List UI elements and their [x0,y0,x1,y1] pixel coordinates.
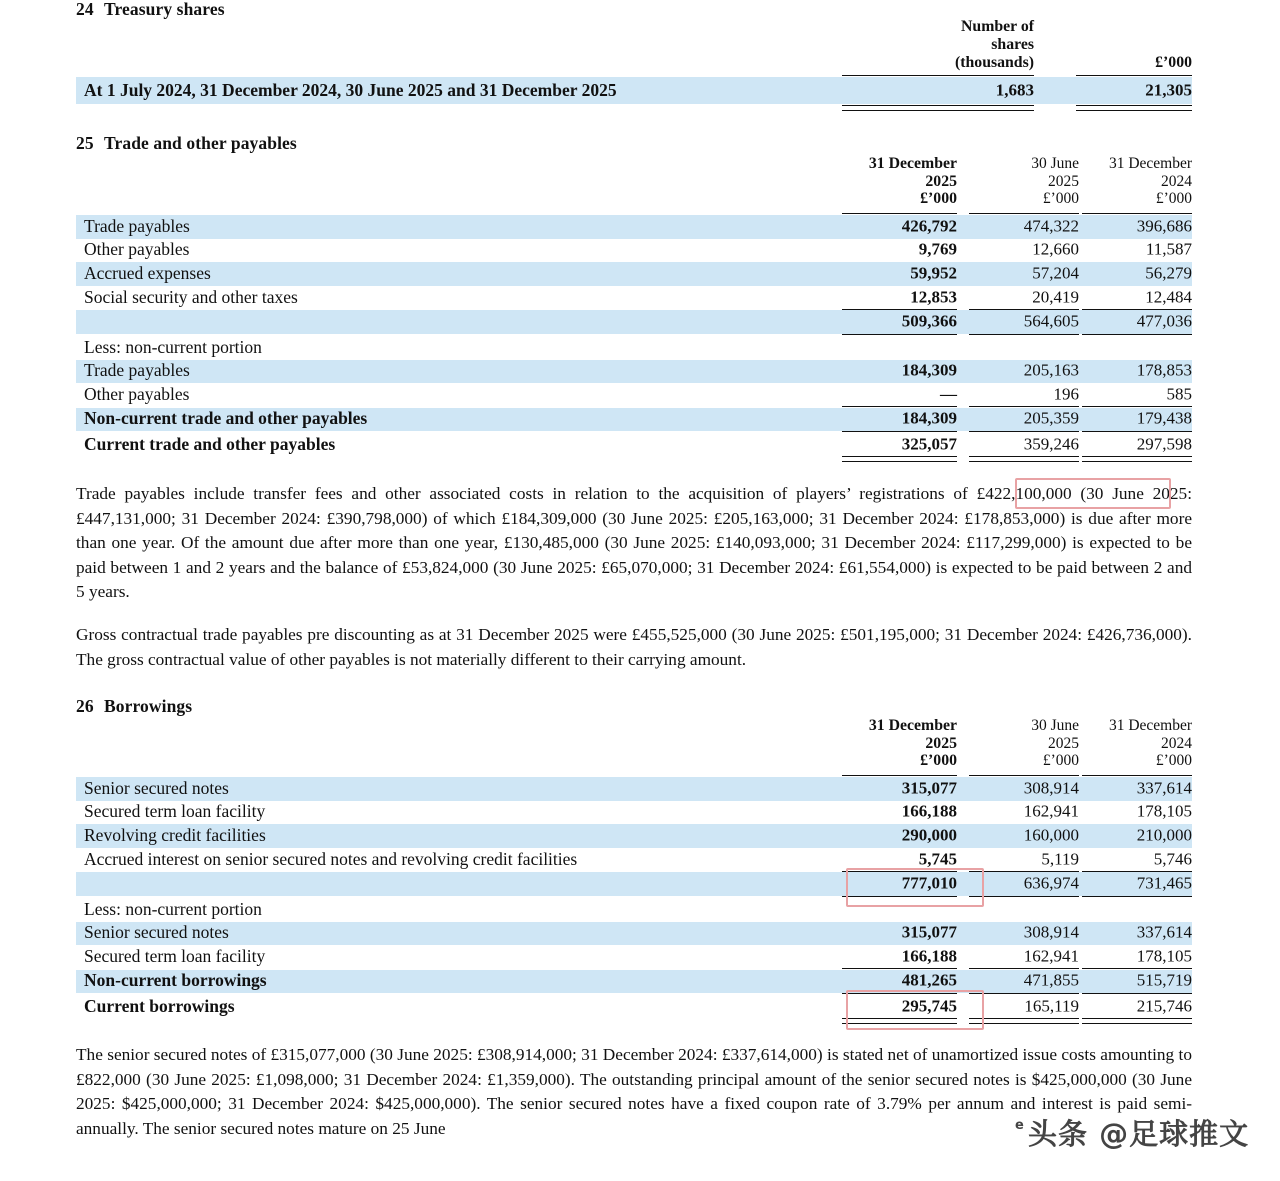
payables-noncurrent-label: Non-current trade and other payables [84,408,368,429]
payables-current-row [76,433,1192,457]
borrowings-header-c3-l3: £’000 [1155,752,1192,770]
borrowings-current-rule-c3 [1082,993,1192,994]
borrowings-noncurrent-label: Non-current borrowings [84,970,267,991]
row-value-c2: 205,163 [1023,360,1079,380]
row-value-c2: 5,119 [1041,849,1079,869]
row-label: Secured term loan facility [84,946,266,967]
row-value-c1: 9,769 [918,239,957,259]
row-value-c3: 210,000 [1136,825,1192,845]
borrowings-double-rule-c2 [969,1018,1079,1024]
row-value-c2: 308,914 [1023,778,1079,798]
payables-header-c1-l3: £’000 [920,190,957,208]
row-label: Senior secured notes [84,777,229,798]
row-label: Social security and other taxes [84,286,298,307]
payables-header-c1-l1: 31 December [868,155,957,172]
payables-current-c2: 359,246 [1023,434,1079,454]
treasury-header-shares-line2: shares [991,36,1034,53]
borrowings-current-c1: 295,745 [901,996,957,1016]
borrowings-total-c1: 777,010 [901,873,957,893]
watermark-prefix: e [1015,1118,1024,1133]
payables-header-c2-l1: 30 June [1031,155,1079,172]
table-row [76,777,1192,801]
row-value-c3: 12,484 [1145,287,1192,307]
row-value-c3: 337,614 [1136,922,1192,942]
table-row [76,215,1192,239]
note-24-number: 24 [76,0,94,19]
payables-total-c3: 477,036 [1136,311,1192,331]
borrowings-total-rule-c3 [1082,896,1192,897]
table-row [76,360,1192,384]
borrowings-double-rule-c1 [842,1018,957,1024]
payables-current-label: Current trade and other payables [84,433,336,454]
payables-current-rule-c1 [842,431,957,432]
borrowings-paragraph: The senior secured notes of £315,077,000 (30 June 2025: £308,914,000; 31 December 2024: £337,614,000) is stated net of unamortized issue costs amounting to £822,000 (30 June 2025: £1,098,000; 31 December 2024: £1,359,000). The outstanding principal amount of the senior secured notes is $425,000,000 (30 June 2025: $425,000,000; 31 December 2024: $425,000,000). The senior secured notes have a fixed coupon rate of 3.79% per annum and interest is paid semi-annually. The senior secured notes mature on 25 June [76,1045,1192,1138]
table-row [76,262,1192,286]
borrowings-current-c2: 165,119 [1024,996,1079,1016]
borrowings-total-rule-c1 [842,896,957,897]
treasury-header-shares-line1: Number of [961,18,1034,35]
table-row [76,286,1192,310]
payables-less-label-row [76,336,1192,360]
table-row [76,824,1192,848]
row-value-c1: 315,077 [901,922,957,942]
row-label: Accrued interest on senior secured notes and revolving credit facilities [84,848,578,869]
row-value-c2: 160,000 [1023,825,1079,845]
row-value-c3: 178,853 [1136,360,1192,380]
borrowings-header-c1-l1: 31 December [868,717,957,734]
treasury-header-shares-line3: (thousands) [954,54,1034,71]
row-value-c3: 585 [1166,384,1192,404]
payables-double-rule-c2 [969,456,1079,462]
payables-current-rule-c3 [1082,431,1192,432]
payables-current-c1: 325,057 [901,434,957,454]
row-label: Senior secured notes [84,922,229,943]
payables-noncurrent-c3: 179,438 [1136,408,1192,428]
payables-total-c2: 564,605 [1023,311,1079,331]
note-24-heading [76,0,225,20]
row-label: Trade payables [84,360,190,381]
borrowings-header-c2-l1: 30 June [1031,717,1079,734]
row-value-c1: — [940,384,957,404]
row-value-c2: 308,914 [1023,922,1079,942]
row-value-c3: 5,746 [1153,849,1192,869]
row-value-c2: 57,204 [1032,263,1079,283]
borrowings-header-c2-l2: 2025 [1048,734,1079,752]
note-24-title: Treasury shares [104,0,225,19]
borrowings-rule-c1 [842,775,957,776]
note-26-number: 26 [76,696,94,716]
payables-paragraph-1-post: (30 June 2025: £447,131,000; 31 December 2024: £390,798,000) of which £184,309,000 (30 June 2025: £205,163,000; 31 December 2024: £178,853,000) is due after more than one year. Of the amount due after more than one year, £130,485,000 (30 June 2025: £140,093,000; 31 December 2024: £117,299,000) is expected to be paid between 1 and 2 years and the balance of £53,824,000 (30 June 2025: £65,070,000; 31 December 2024: £61,554,000) is expected to be paid between 2 and 5 years. [76,484,1192,602]
row-label: Other payables [84,239,190,260]
row-value-c1: 315,077 [901,778,957,798]
row-label: Other payables [84,384,190,405]
treasury-header-gbp: £’000 [1155,54,1192,71]
row-label: Revolving credit facilities [84,825,266,846]
payables-current-rule-c2 [969,431,1079,432]
payables-noncurrent-row [76,408,1192,432]
treasury-row-value: 21,305 [1145,80,1192,100]
payables-current-c3: 297,598 [1136,434,1192,454]
borrowings-rule-c2 [969,775,1079,776]
payables-header-c3-l1: 31 December [1108,155,1192,172]
row-value-c1: 12,853 [910,287,957,307]
row-value-c1: 5,745 [918,849,957,869]
row-value-c2: 20,419 [1032,287,1079,307]
payables-header-c3-l2: 2024 [1161,172,1192,190]
payables-double-rule-c1 [842,456,957,462]
payables-total-rule-c3 [1082,334,1192,335]
table-row [76,239,1192,263]
borrowings-less-label: Less: non-current portion [84,898,262,919]
payables-total-rule-c2 [969,334,1079,335]
borrowings-total-c2: 636,974 [1023,873,1079,893]
row-value-c3: 11,587 [1145,239,1192,259]
payables-rule-c1 [842,213,957,214]
payables-rule-c3 [1082,213,1192,214]
borrowings-header-c1-l2: 2025 [925,734,957,752]
borrowings-current-c3: 215,746 [1136,996,1192,1016]
payables-noncurrent-c2: 205,359 [1023,408,1079,428]
row-value-c1: 184,309 [901,360,957,380]
borrowings-total-c3: 731,465 [1136,873,1192,893]
payables-noncurrent-c1: 184,309 [901,408,957,428]
row-value-c3: 178,105 [1136,946,1192,966]
table-row [76,801,1192,825]
treasury-double-rule-col2 [1076,105,1192,111]
row-value-c2: 12,660 [1032,239,1079,259]
note-25-number: 25 [76,133,94,153]
borrowings-rule-c3 [1082,775,1192,776]
row-value-c1: 166,188 [901,946,957,966]
borrowings-less-label-row [76,898,1192,922]
row-value-c3: 178,105 [1136,801,1192,821]
row-value-c2: 162,941 [1023,946,1079,966]
table-row [76,922,1192,946]
borrowings-noncurrent-row [76,970,1192,994]
row-value-c2: 196 [1053,384,1079,404]
row-label: Accrued expenses [84,263,211,284]
payables-header-c3-l3: £’000 [1155,190,1192,208]
borrowings-total-rule-c2 [969,896,1079,897]
row-value-c3: 337,614 [1136,778,1192,798]
row-value-c1: 290,000 [901,825,957,845]
treasury-total-row [76,77,1192,104]
note-25-title: Trade and other payables [104,133,297,153]
note-26-heading [76,696,192,717]
watermark: 头条 @足球推文 [1028,1117,1250,1151]
row-value-c1: 59,952 [910,263,957,283]
borrowings-header-c3-l2: 2024 [1161,734,1192,752]
table-row [76,848,1192,872]
table-row [76,383,1192,407]
row-value-c1: 426,792 [901,216,957,236]
treasury-row-shares: 1,683 [995,80,1034,100]
table-row [76,945,1192,969]
borrowings-double-rule-c3 [1082,1018,1192,1024]
row-value-c2: 474,322 [1023,216,1079,236]
payables-less-label: Less: non-current portion [84,336,262,357]
borrowings-noncurrent-c3: 515,719 [1136,970,1192,990]
row-value-c3: 396,686 [1136,216,1192,236]
payables-double-rule-c3 [1082,456,1192,462]
borrowings-header-c2-l3: £’000 [1042,752,1079,770]
borrowings-header-c1-l3: £’000 [920,752,957,770]
treasury-double-rule-col1 [842,105,1034,111]
row-label: Trade payables [84,215,190,236]
payables-total-c1: 509,366 [901,311,957,331]
payables-rule-c2 [969,213,1079,214]
borrowings-noncurrent-c1: 481,265 [901,970,957,990]
row-value-c2: 162,941 [1023,801,1079,821]
row-label: Secured term loan facility [84,801,266,822]
row-value-c1: 166,188 [901,801,957,821]
treasury-row-label: At 1 July 2024, 31 December 2024, 30 June 2025 and 31 December 2025 [84,79,617,100]
row-value-c3: 56,279 [1145,263,1192,283]
borrowings-total-row [76,872,1192,896]
payables-paragraph-1-highlight: of £422,100,000 [953,484,1072,503]
borrowings-current-row [76,995,1192,1019]
borrowings-current-rule-c2 [969,993,1079,994]
treasury-rule-col1 [842,75,1034,76]
note-25-heading [76,133,297,154]
borrowings-current-rule-c1 [842,993,957,994]
payables-paragraph-1-pre: Trade payables include transfer fees and other associated costs in relation to the acquisition of players’ registrations [76,484,945,503]
payables-total-rule-c1 [842,334,957,335]
payables-total-row [76,310,1192,334]
payables-header-c2-l3: £’000 [1042,190,1079,208]
borrowings-current-label: Current borrowings [84,995,235,1016]
payables-paragraph-1 [76,482,1192,605]
payables-header-c2-l2: 2025 [1048,172,1079,190]
borrowings-noncurrent-c2: 471,855 [1023,970,1079,990]
treasury-shares-table [76,18,1192,100]
payables-header-c1-l2: 2025 [925,172,957,190]
payables-paragraph-2: Gross contractual trade payables pre discounting as at 31 December 2025 were £455,525,000 (30 June 2025: £501,195,000; 31 December 2024: £426,736,000). The gross contractual value of other payables is not materially different to their carrying amount. [76,625,1192,669]
treasury-rule-col2 [1076,75,1192,76]
note-26-title: Borrowings [104,696,193,716]
borrowings-header-c3-l1: 31 December [1108,717,1192,734]
